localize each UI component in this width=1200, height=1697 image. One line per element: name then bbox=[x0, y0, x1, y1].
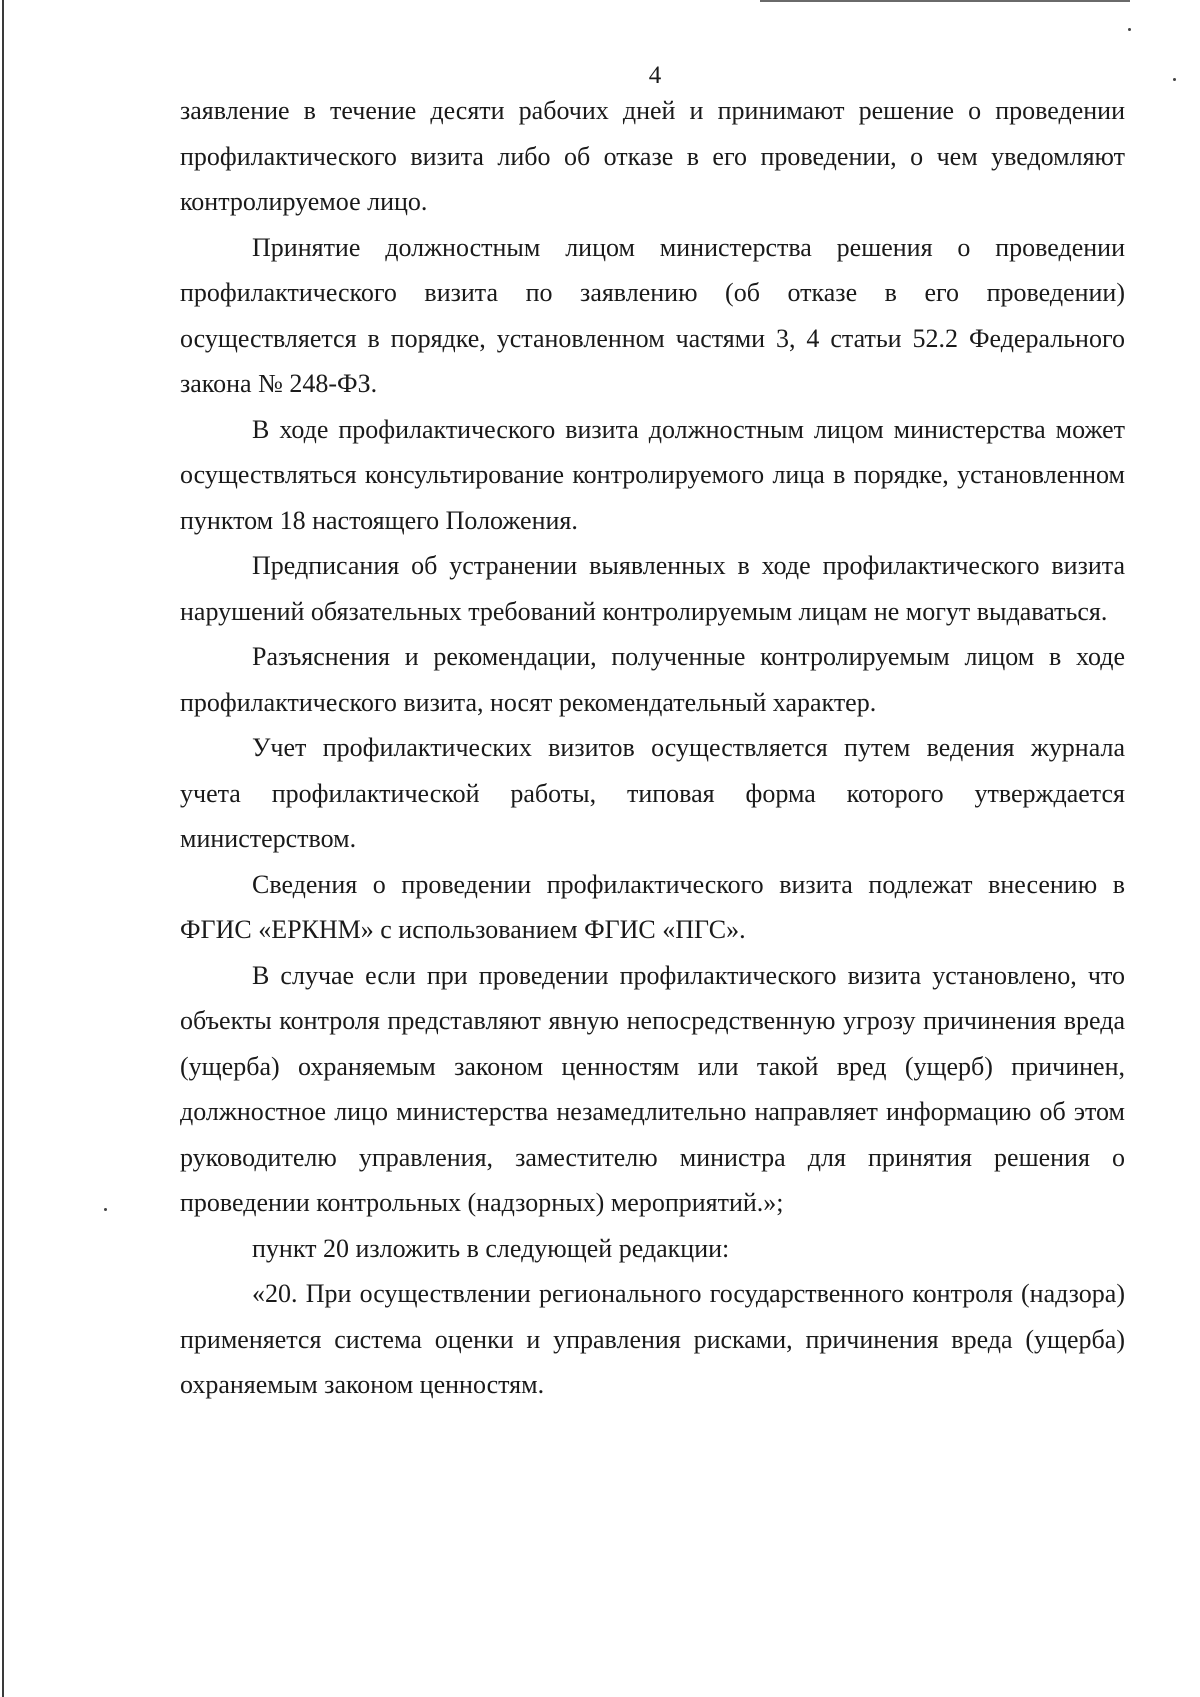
paragraph: Учет профилактических визитов осуществляется путем ведения журнала учета профилактической работы, типовая форма которого утверждается министерством. bbox=[180, 733, 1125, 853]
page-number: 4 bbox=[648, 62, 662, 89]
paragraph-continuation: заявление в течение десяти рабочих дней и принимают решение о проведении профилактического визита либо об отказе в его проведении, о чем уведомляют контролируемое лицо. bbox=[180, 96, 1125, 216]
scan-speck bbox=[104, 1208, 107, 1211]
paragraph: пункт 20 изложить в следующей редакции: bbox=[252, 1233, 730, 1263]
paragraph: Принятие должностным лицом министерства решения о проведении профилактического визита по заявлению (об отказе в его проведении) осуществляется в порядке, установленном частями 3, 4 статьи 52.2 Федерального закона № 248-ФЗ. bbox=[180, 232, 1125, 398]
scan-border-top bbox=[760, 0, 1130, 2]
paragraph: В ходе профилактического визита должностным лицом министерства может осуществляться консультирование контролируемого лица в порядке, установленном пунктом 18 настоящего Положения. bbox=[180, 414, 1125, 535]
document-body bbox=[180, 88, 1125, 1408]
scan-speck bbox=[1128, 28, 1131, 31]
paragraph: В случае если при проведении профилактического визита установлено, что объекты контроля представляют явную непосредственную угрозу причинения вреда (ущерба) охраняемым законом ценностям или такой вред (ущерб) причинен, должностное лицо министерства незамедлительно направляет информацию об этом руководителю управления, заместителю министра для принятия решения о проведении контрольных (надзорных) мероприятий.»; bbox=[180, 960, 1125, 1217]
paragraph: Разъяснения и рекомендации, полученные контролируемым лицом в ходе профилактического визита, носят рекомендательный характер. bbox=[180, 642, 1125, 717]
paragraph: Предписания об устранении выявленных в ходе профилактического визита нарушений обязательных требований контролируемым лицам не могут выдаваться. bbox=[180, 551, 1125, 626]
paragraph: Сведения о проведении профилактического визита подлежат внесению в ФГИС «ЕРКНМ» с использованием ФГИС «ПГС». bbox=[180, 869, 1125, 944]
paragraph: «20. При осуществлении регионального государственного контроля (надзора) применяется система оценки и управления рисками, причинения вреда (ущерба) охраняемым законом ценностям. bbox=[180, 1279, 1125, 1399]
scan-border-left bbox=[2, 0, 4, 1697]
